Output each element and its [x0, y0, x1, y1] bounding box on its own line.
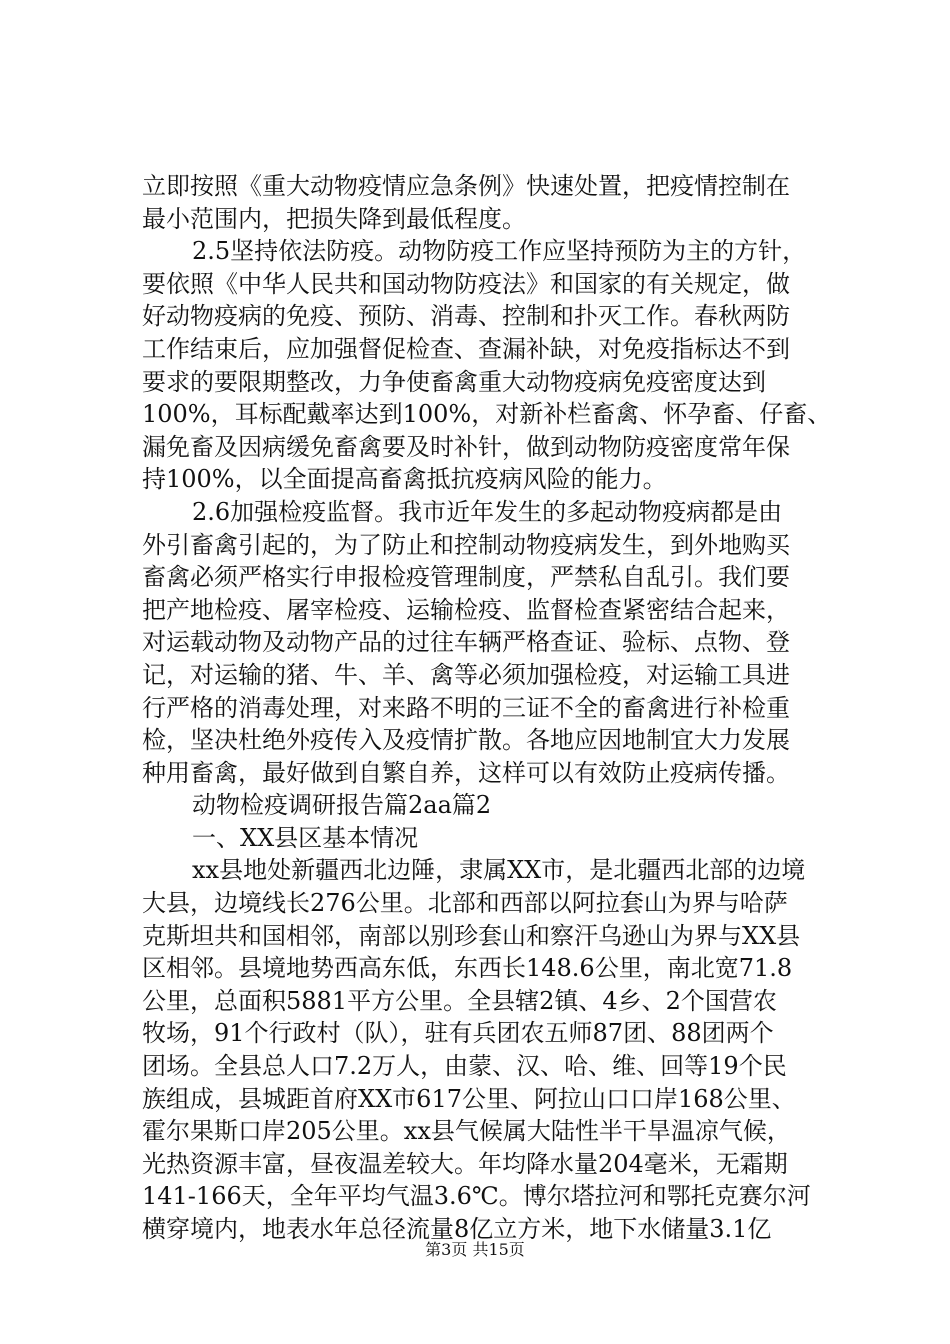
text-line: 把产地检疫、屠宰检疫、运输检疫、监督检查紧密结合起来，	[142, 595, 790, 624]
text-line: 行严格的消毒处理，对来路不明的三证不全的畜禽进行补检重	[142, 693, 790, 722]
text-line: 要依照《中华人民共和国动物防疫法》和国家的有关规定，做	[142, 269, 790, 298]
page-footer: 第3页 共15页	[425, 1240, 525, 1259]
text-line: 畜禽必须严格实行申报检疫管理制度，严禁私自乱引。我们要	[142, 563, 790, 592]
document-body	[142, 170, 842, 1246]
text-line: 种用畜禽，最好做到自繁自养，这样可以有效防止疫病传播。	[142, 758, 790, 787]
text-line: 好动物疫病的免疫、预防、消毒、控制和扑灭工作。春秋两防	[142, 302, 790, 331]
text-line: 工作结束后，应加强督促检查、查漏补缺，对免疫指标达不到	[142, 334, 790, 363]
text-line: 团场。全县总人口7.2万人，由蒙、汉、哈、维、回等19个民	[142, 1052, 787, 1081]
text-line: 141-166天，全年平均气温3.6℃。博尔塔拉河和鄂托克赛尔河	[142, 1182, 811, 1211]
text-line: 克斯坦共和国相邻，南部以别珍套山和察汗乌逊山为界与XX县	[142, 921, 801, 950]
text-line: 立即按照《重大动物疫情应急条例》快速处置，把疫情控制在	[142, 172, 790, 200]
text-line: 横穿境内，地表水年总径流量8亿立方米，地下水储量3.1亿	[142, 1215, 772, 1243]
text-line: 100%，耳标配戴率达到100%，对新补栏畜禽、怀孕畜、仔畜、	[142, 400, 832, 429]
text-line: 检，坚决杜绝外疫传入及疫情扩散。各地应因地制宜大力发展	[142, 726, 790, 755]
text-line: 光热资源丰富，昼夜温差较大。年均降水量204毫米，无霜期	[142, 1149, 788, 1178]
text-line: 霍尔果斯口岸205公里。xx县气候属大陆性半干旱温凉气候，	[142, 1117, 791, 1146]
text-line: 最小范围内，把损失降到最低程度。	[142, 204, 526, 233]
text-line: 2.6加强检疫监督。我市近年发生的多起动物疫病都是由	[192, 497, 783, 526]
text-line: 动物检疫调研报告篇2aa篇2	[192, 791, 492, 820]
text-line: 持100%，以全面提高畜禽抵抗疫病风险的能力。	[142, 465, 667, 494]
text-line: 公里，总面积5881平方公里。全县辖2镇、4乡、2个国营农	[142, 986, 777, 1015]
text-line: 牧场，91个行政村（队），驻有兵团农五师87团、88团两个	[142, 1019, 774, 1048]
text-line: 外引畜禽引起的，为了防止和控制动物疫病发生，到外地购买	[142, 530, 790, 559]
text-line: 区相邻。县境地势西高东低，东西长148.6公里，南北宽71.8	[142, 954, 793, 983]
text-line: xx县地处新疆西北边陲，隶属XX市，是北疆西北部的边境	[192, 856, 806, 885]
text-line: 族组成，县城距首府XX市617公里、阿拉山口口岸168公里、	[142, 1084, 796, 1113]
text-line: 记，对运输的猪、牛、羊、禽等必须加强检疫，对运输工具进	[142, 660, 790, 689]
text-line: 一、XX县区基本情况	[192, 823, 419, 852]
text-line: 对运载动物及动物产品的过往车辆严格查证、验标、点物、登	[142, 628, 790, 657]
text-line: 漏免畜及因病缓免畜禽要及时补针，做到动物防疫密度常年保	[142, 432, 790, 461]
text-line: 大县，边境线长276公里。北部和西部以阿拉套山为界与哈萨	[142, 889, 788, 918]
text-line: 要求的要限期整改，力争使畜禽重大动物疫病免疫密度达到	[142, 367, 766, 396]
text-line: 2.5坚持依法防疫。动物防疫工作应坚持预防为主的方针，	[192, 237, 807, 266]
